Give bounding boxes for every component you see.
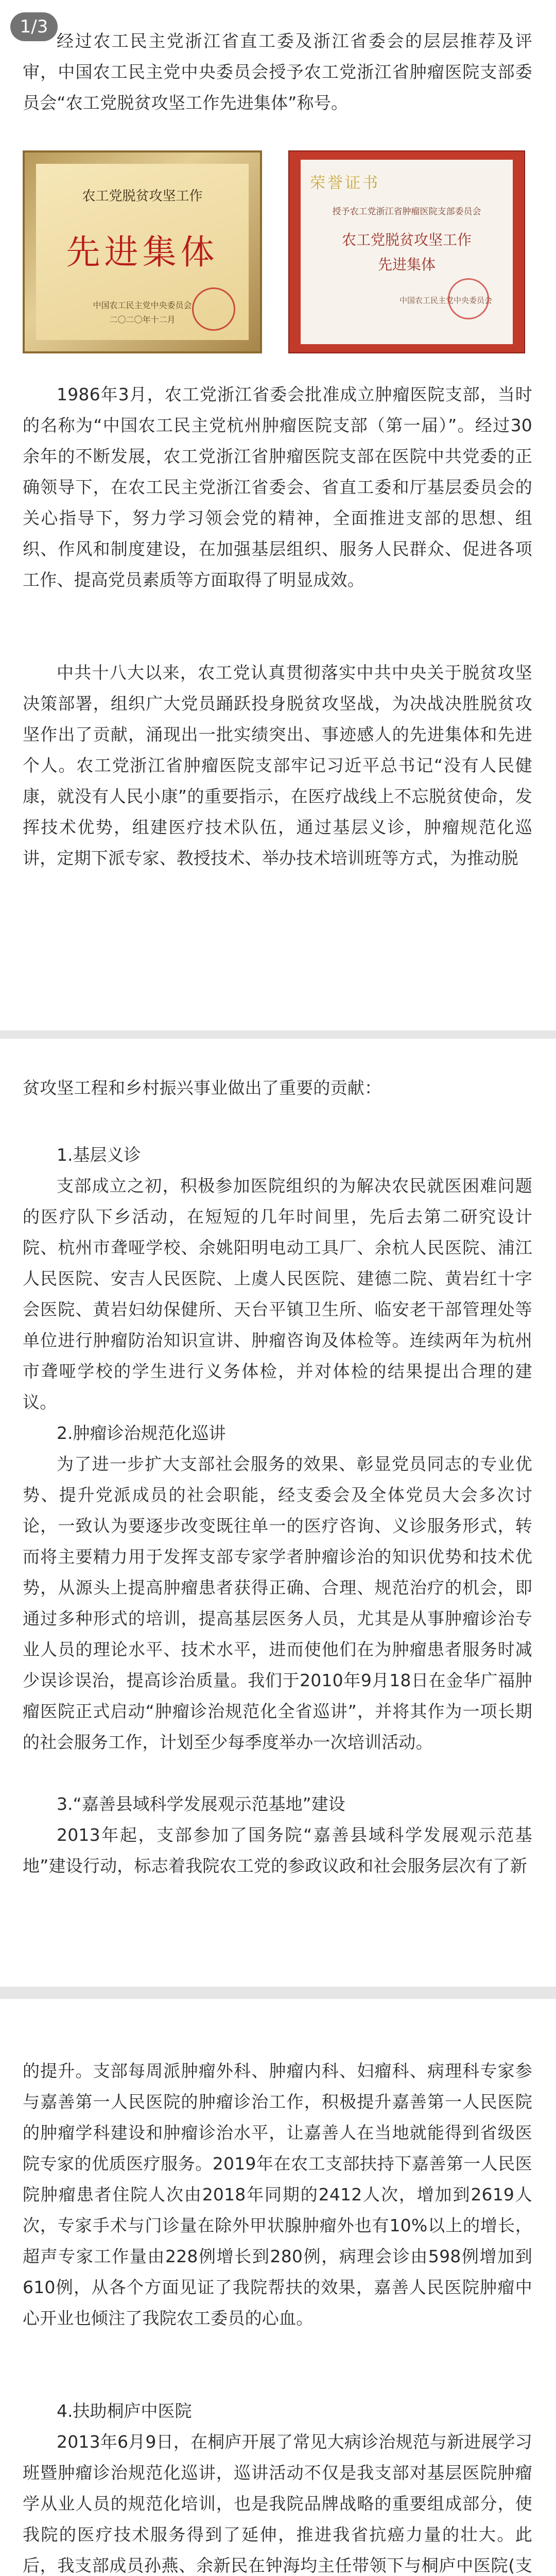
intro-paragraph: 经过农工民主党浙江省直工委及浙江省委会的层层推荐及评审，中国农工民主党中央委员会授予农工党浙江省肿瘤医院支部委员会“农工党脱贫攻坚工作先进集体”称号。 <box>23 31 532 113</box>
plaque-award-name: 先进集体 <box>66 232 219 272</box>
certificate-plaque-image <box>23 150 262 353</box>
honor-certificate-image <box>288 150 525 353</box>
poverty-paragraph: 中共十八大以来，农工党认真贯彻落实中共中央关于脱贫攻坚决策部署，组织广大党员踊跃投身脱贫攻坚战，为决战决胜脱贫攻坚作出了贡献，涌现出一批实绩突出、事迹感人的先进集体和先进个人。农工党浙江省肿瘤医院支部牢记习近平总书记“没有人民健康，就没有人民小康”的重要指示，在医疗战线上不忘脱贫使命，发挥技术优势，组建医疗技术队伍，通过基层义诊，肿瘤规范化巡讲，定期下派专家、教授技术、举办技术培训班等方式，为推动脱 <box>23 663 532 868</box>
plaque-issuer: 中国农工民主党中央委员会 <box>93 300 192 310</box>
plaque-date: 二〇二〇年十二月 <box>109 315 176 325</box>
page-separator <box>0 1030 556 1039</box>
section-2-paragraph: 为了进一步扩大支部社会服务的效果、彰显党员同志的专业优势、提升党派成员的社会职能，经支委会及全体党员大会多次讨论，一致认为要逐步改变既往单一的医疗咨询、义诊服务形式，转而将主要精力用于发挥支部专家学者肿瘤诊治的知识优势和技术优势，从源头上提高肿瘤患者获得正确、合理、规范治疗的机会，即通过多种形式的培训，提高基层医务人员，尤其是从事肿瘤诊治专业人员的理论水平、技术水平，进而使他们在为肿瘤患者服务时减少误诊误治，提高诊治质量。我们于2010年9月18日在金华广福肿瘤医院正式启动“肿瘤诊治规范化全省巡讲”，并将其作为一项长期的社会服务工作，计划至少每季度举办一次培训活动。 <box>23 1454 532 1752</box>
section-heading-4: 4.扶助桐庐中医院 <box>57 2401 192 2421</box>
plaque-title: 农工党脱贫攻坚工作 <box>82 189 203 204</box>
section-3-paragraph: 2013年起，支部参加了国务院“嘉善县域科学发展观示范基地”建设行动，标志着我院农工党的参政议政和社会服务层次有了新 <box>23 1825 532 1876</box>
certificate-badge: 荣誉证书 <box>310 174 380 192</box>
page-indicator: 1/3 <box>10 12 58 41</box>
page-separator <box>0 1987 556 1999</box>
document-page-2 <box>0 1039 556 1987</box>
section-heading-2: 2.肿瘤诊治规范化巡讲 <box>57 1423 226 1443</box>
certificate-recipient: 授予农工党浙江省肿瘤医院支部委员会 <box>332 207 481 217</box>
continuation-line: 贫攻坚工程和乡村振兴事业做出了重要的贡献： <box>23 1078 382 1098</box>
document-page-1 <box>0 0 556 1030</box>
section-heading-3: 3.“嘉善县域科学发展观示范基地”建设 <box>57 1794 345 1814</box>
certificate-award: 先进集体 <box>377 256 436 273</box>
red-seal-icon <box>192 287 235 331</box>
section-heading-1: 1.基层义诊 <box>57 1145 141 1165</box>
section-4-paragraph: 2013年6月9日，在桐庐开展了常见大病诊治规范与新进展学习班暨肿瘤诊治规范化巡讲，巡讲活动不仅是我支部对基层医院肿瘤学从业人员的规范化培训，也是我院品牌战略的重要组成部分，使我院的医疗技术服务得到了延伸，推进我省抗癌力量的壮大。此后，我支部成员孙燕、余新民在钟海均主任带领下与桐庐中医院(支 <box>23 2432 532 2575</box>
document-page-3 <box>0 1999 556 2576</box>
section-3-continuation: 的提升。支部每周派肿瘤外科、肿瘤内科、妇瘤科、病理科专家参与嘉善第一人民医院的肿瘤诊治工作，积极提升嘉善第一人民医院的肿瘤学科建设和肿瘤诊治水平，让嘉善人在当地就能得到省级医院专家的优质医疗服务。2019年在农工支部扶持下嘉善第一人民医院肿瘤患者住院人次由2018年同期的2412人次，增加到2619人次，专家手术与门诊量在除外甲状腺肿瘤外也有10%以上的增长，超声专家工作量由228例增长到280例，病理会诊由598例增加到610例，从各个方面见证了我院帮扶的效果，嘉善人民医院肿瘤中心开业也倾注了我院农工委员的心血。 <box>23 2061 532 2328</box>
red-seal-icon <box>448 278 489 319</box>
history-paragraph: 1986年3月，农工党浙江省委会批准成立肿瘤医院支部，当时的名称为“中国农工民主党杭州肿瘤医院支部（第一届）”。经过30余年的不断发展，农工党浙江省肿瘤医院支部在医院中共党委的正确领导下，在农工民主党浙江省委会、省直工委和厅基层委员会的关心指导下，努力学习领会党的精神，全面推进支部的思想、组织、作风和制度建设，在加强基层组织、服务人民群众、促进各项工作、提高党员素质等方面取得了明显成效。 <box>23 384 532 590</box>
section-1-paragraph: 支部成立之初，积极参加医院组织的为解决农民就医困难问题的医疗队下乡活动，在短短的几年时间里，先后去第二研究设计院、杭州市聋哑学校、余姚阳明电动工具厂、余杭人民医院、浦江人民医院、安吉人民医院、上虞人民医院、建德二院、黄岩红十字会医院、黄岩妇幼保健所、天台平镇卫生所、临安老干部管理处等单位进行肿瘤防治知识宣讲、肿瘤咨询及体检等。连续两年为杭州市聋哑学校的学生进行义务体检，并对体检的结果提出合理的建议。 <box>23 1176 532 1412</box>
certificate-issuer: 中国农工民主党中央委员会 <box>399 296 492 305</box>
certificate-title: 农工党脱贫攻坚工作 <box>341 231 472 248</box>
